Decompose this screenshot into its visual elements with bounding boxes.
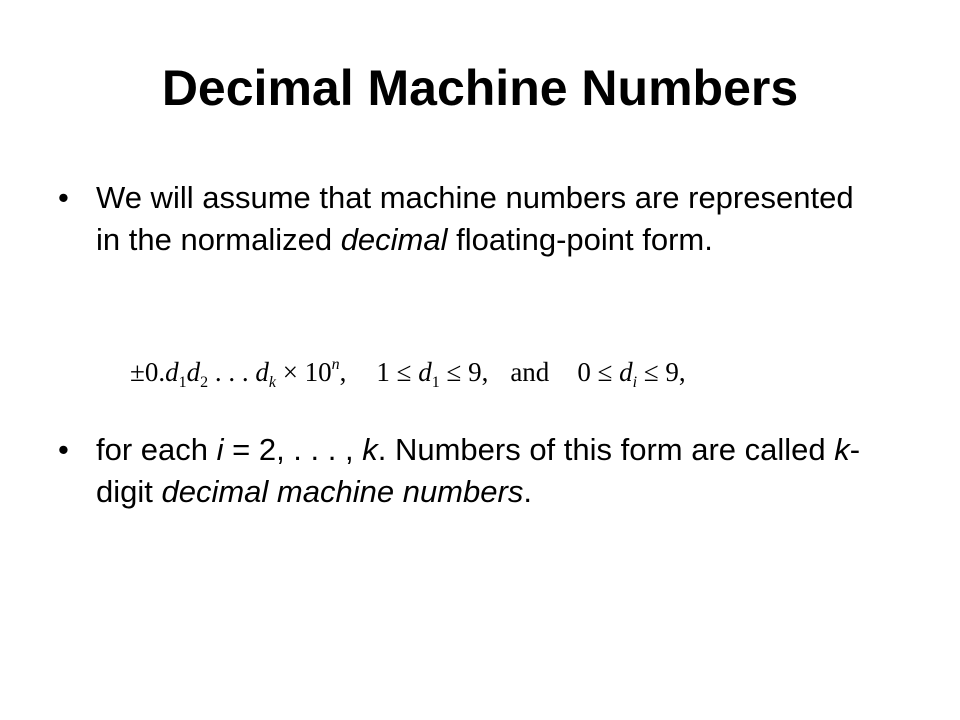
formula-subscript: 1 xyxy=(431,374,440,391)
emphasis-text: decimal xyxy=(340,222,448,257)
formula-var: d xyxy=(418,357,432,387)
formula-subscript: 2 xyxy=(200,374,209,391)
bullet-point-2 xyxy=(58,429,878,513)
formula-subscript: k xyxy=(268,374,276,391)
bullet-text xyxy=(96,177,878,261)
bullet-text-part: = 2, . . . , xyxy=(223,432,363,467)
bullet-marker: • xyxy=(58,432,69,467)
formula-comma: , xyxy=(339,357,347,387)
formula-constraint: 1 ≤ xyxy=(376,357,419,387)
formula-constraint: ≤ 9, xyxy=(439,357,489,387)
formula-exponent: n xyxy=(331,356,340,373)
bullet-marker: • xyxy=(58,180,69,215)
formula-constraint: 0 ≤ xyxy=(577,357,620,387)
italic-var: k xyxy=(362,432,378,467)
bullet-text-part: -digit xyxy=(96,432,861,509)
italic-var: k xyxy=(834,432,850,467)
formula-sign: ±0. xyxy=(130,357,166,387)
bullet-text-part: We will assume that machine numbers are represented in the normalized xyxy=(96,180,854,257)
floating-point-formula xyxy=(130,345,686,403)
bullet-text-part: floating-point form. xyxy=(447,222,713,257)
formula-subscript: i xyxy=(632,374,638,391)
formula-var: d xyxy=(619,357,633,387)
bullet-text-part: for each xyxy=(96,432,217,467)
bullet-text-part: . xyxy=(523,474,532,509)
formula-times-ten: × 10 xyxy=(275,357,332,387)
bullet-text xyxy=(96,429,878,513)
formula-var: d xyxy=(165,357,179,387)
slide-title: Decimal Machine Numbers xyxy=(161,60,799,116)
formula-subscript: 1 xyxy=(178,374,187,391)
formula-constraint: ≤ 9, xyxy=(637,357,686,387)
bullet-point-1 xyxy=(58,177,878,261)
formula-and: and xyxy=(510,357,550,387)
bullet-text-part: . Numbers of this form are called xyxy=(377,432,835,467)
formula-var: d xyxy=(186,357,201,387)
formula-dots: . . . xyxy=(208,357,256,387)
formula-var: d xyxy=(255,357,269,387)
emphasis-text: decimal machine numbers xyxy=(161,474,524,509)
italic-var: i xyxy=(216,432,224,467)
